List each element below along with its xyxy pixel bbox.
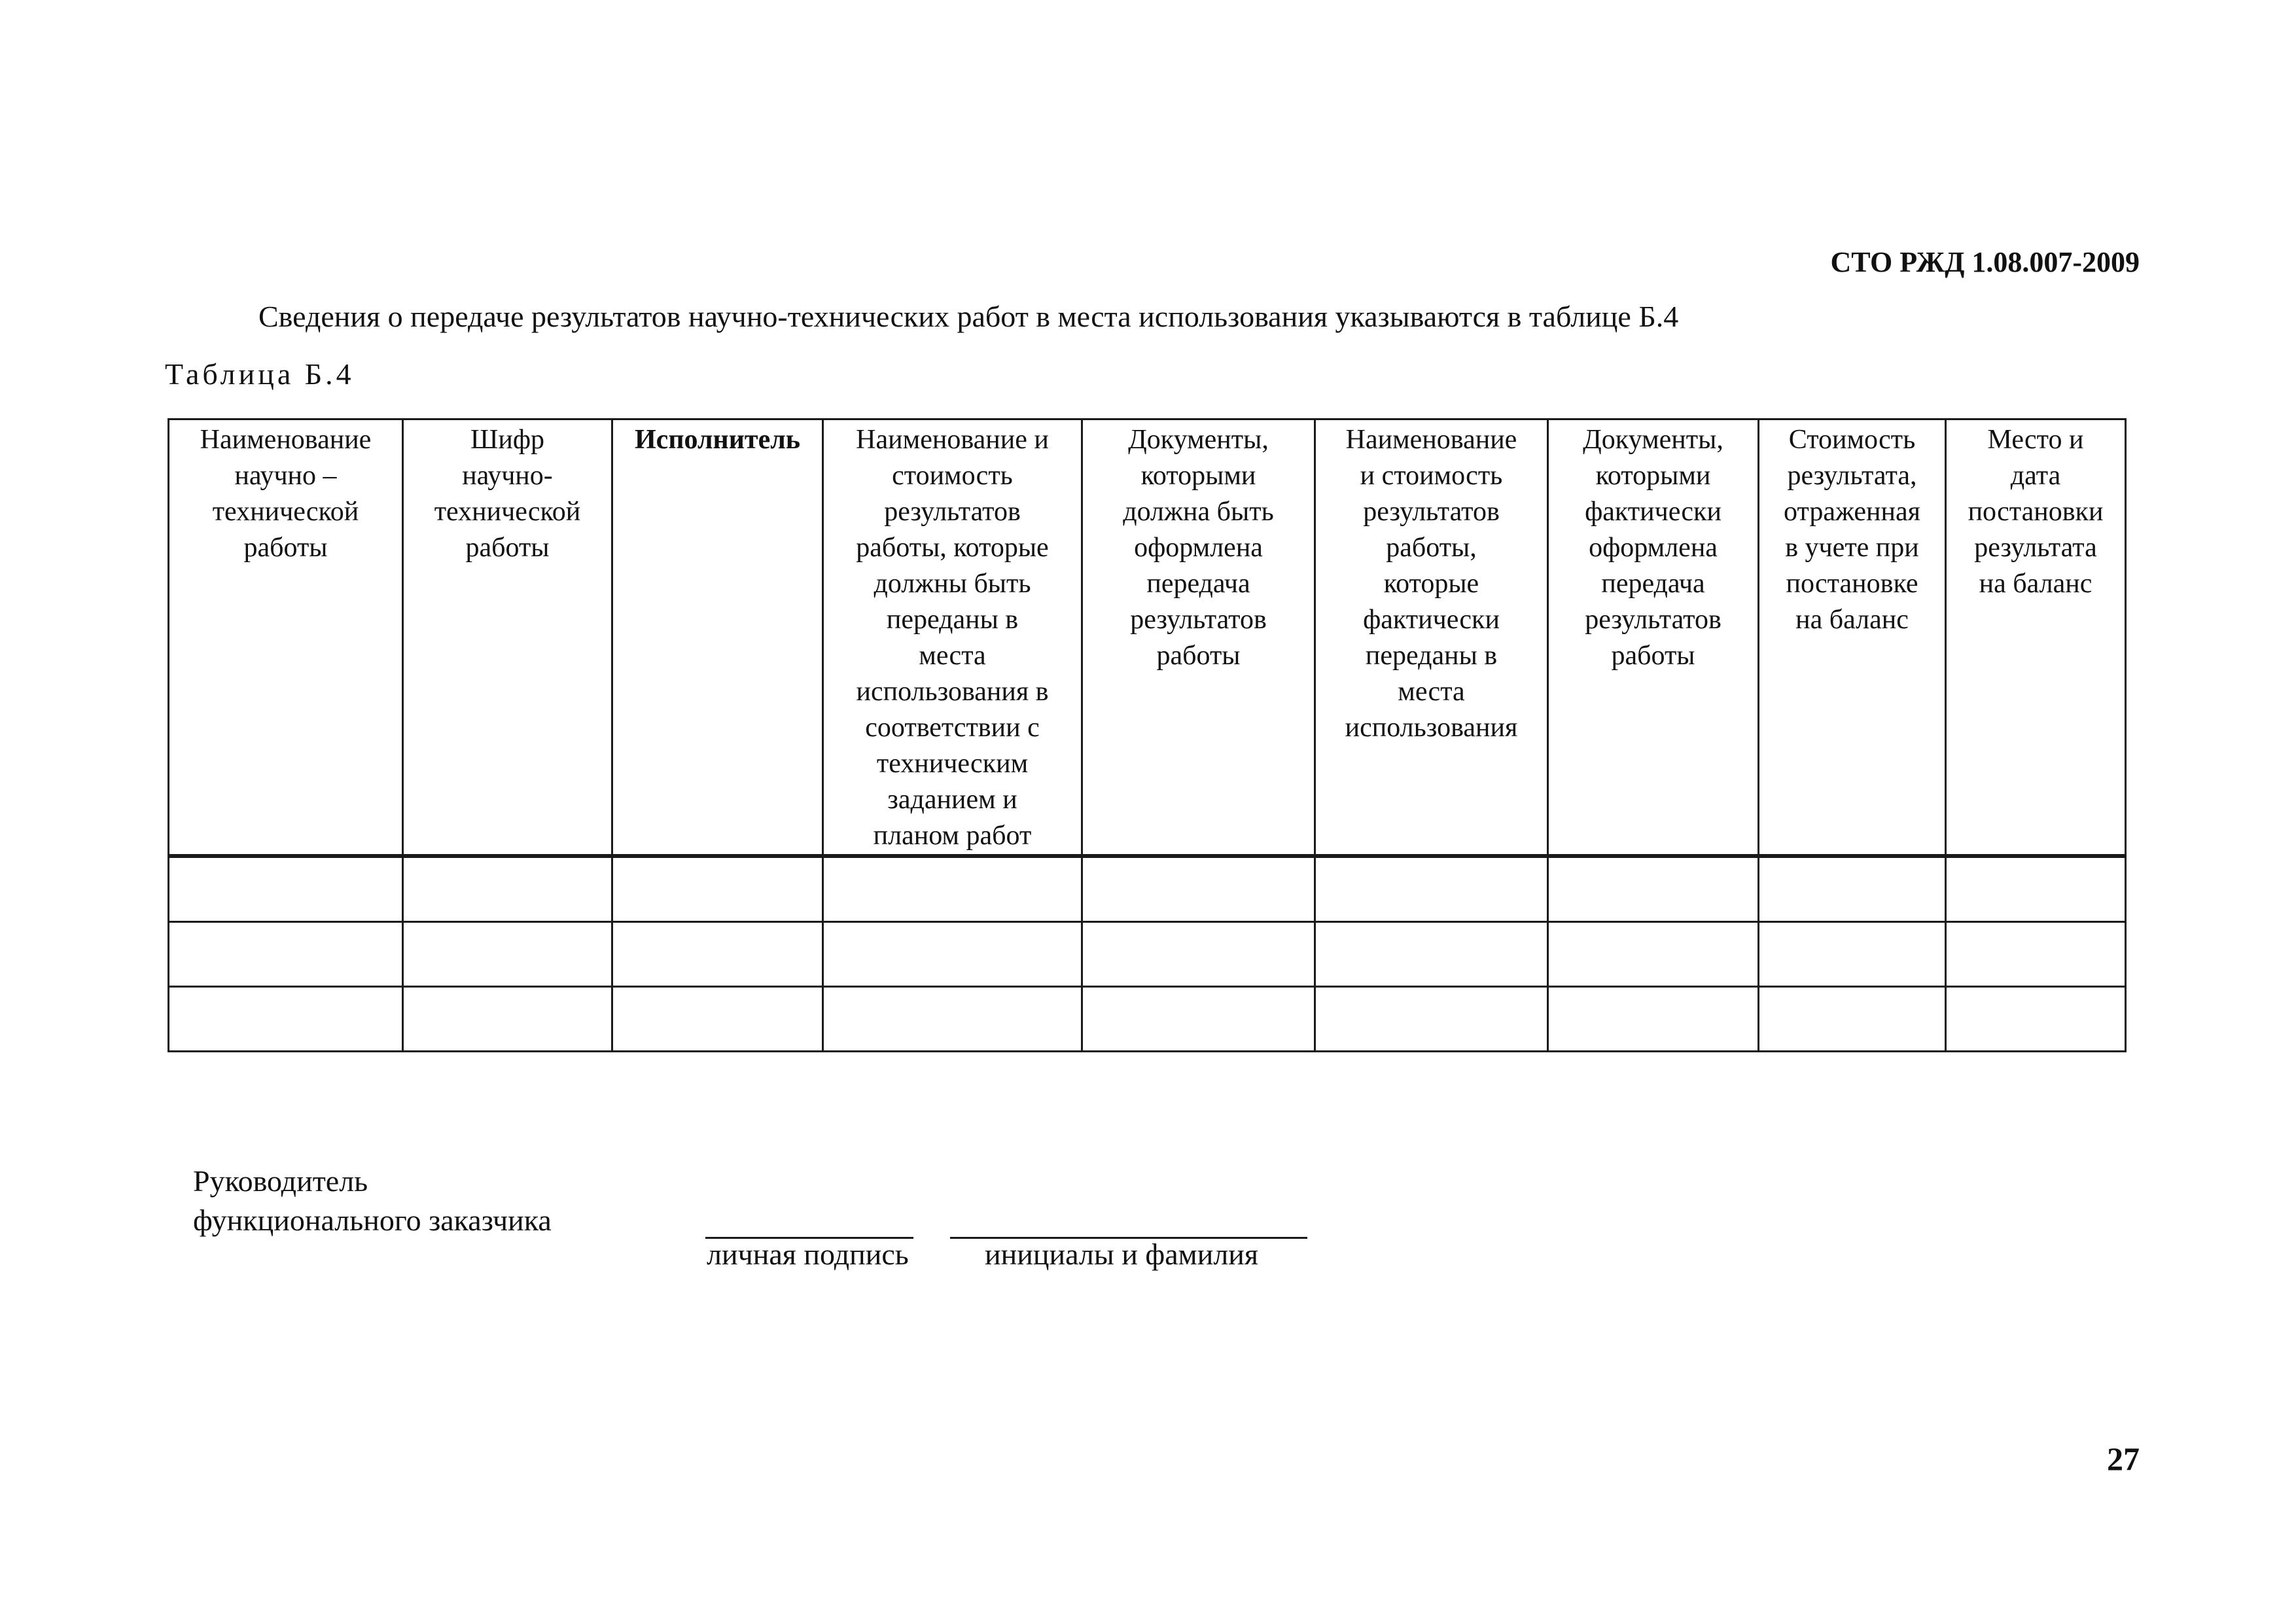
table-cell [169,987,403,1052]
column-header [1315,419,1548,857]
table-cell [1548,856,1759,922]
signature-block [193,1162,552,1240]
column-header [1548,419,1759,857]
table-cell [1946,922,2126,987]
table-cell [612,856,823,922]
table-cell [1946,987,2126,1052]
signature-label: личная подпись [707,1238,909,1271]
table-cell [403,922,612,987]
column-header [403,419,612,857]
table-cell [1548,987,1759,1052]
results-transfer-table [168,418,2127,1052]
column-header [1759,419,1946,857]
table-cell [169,856,403,922]
table-cell [169,922,403,987]
column-header-text: Место и дата постановки результата на баланс [1968,425,2104,599]
page-number: 27 [2107,1440,2140,1477]
intro-text: Сведения о передаче результатов научно-технических работ в места использования указываются в таблице Б.4 [258,300,1679,333]
table-cell [1082,987,1315,1052]
table-cell [1759,922,1946,987]
table-cell [1082,922,1315,987]
column-header-text: Документы, которыми фактически оформлена передача результатов работы [1583,425,1723,671]
table-cell [1315,987,1548,1052]
column-header-text: Исполнитель [635,425,800,455]
column-header-text: Наименование научно – технической работы [200,425,372,563]
table-cell [823,987,1082,1052]
table-cell [403,856,612,922]
column-header [823,419,1082,857]
table-cell [823,856,1082,922]
table-cell [612,987,823,1052]
column-header-text: Наименование и стоимость результатов работы, которые должны быть переданы в места использования в соответствии с техническим заданием и планом работ [856,425,1049,851]
column-header-text: Шифр научно- технической работы [434,425,581,563]
table-cell [823,922,1082,987]
table-cell [1759,856,1946,922]
column-header [612,419,823,857]
name-label: инициалы и фамилия [985,1238,1259,1271]
table-cell [1548,922,1759,987]
document-code: СТО РЖД 1.08.007-2009 [1830,246,2140,278]
table-cell [1315,922,1548,987]
column-header-text: Документы, которыми должна быть оформлена передача результатов работы [1123,425,1274,671]
column-header-text: Наименование и стоимость результатов работы, которые фактически переданы в места использования [1345,425,1518,743]
table-cell [1082,856,1315,922]
signatory-title-line2: функционального заказчика [193,1204,552,1237]
column-header [1082,419,1315,857]
column-header [1946,419,2126,857]
table-row [169,922,2126,987]
table-caption: Таблица Б.4 [165,357,355,391]
table-cell [1946,856,2126,922]
table-cell [612,922,823,987]
column-header [169,419,403,857]
column-header-text: Стоимость результата, отраженная в учете при постановке на баланс [1784,425,1920,635]
table-cell [403,987,612,1052]
table-cell [1315,856,1548,922]
signatory-title-line1: Руководитель [193,1164,368,1198]
table-cell [1759,987,1946,1052]
table-row [169,987,2126,1052]
table-row [169,856,2126,922]
table-header-row [169,419,2126,857]
